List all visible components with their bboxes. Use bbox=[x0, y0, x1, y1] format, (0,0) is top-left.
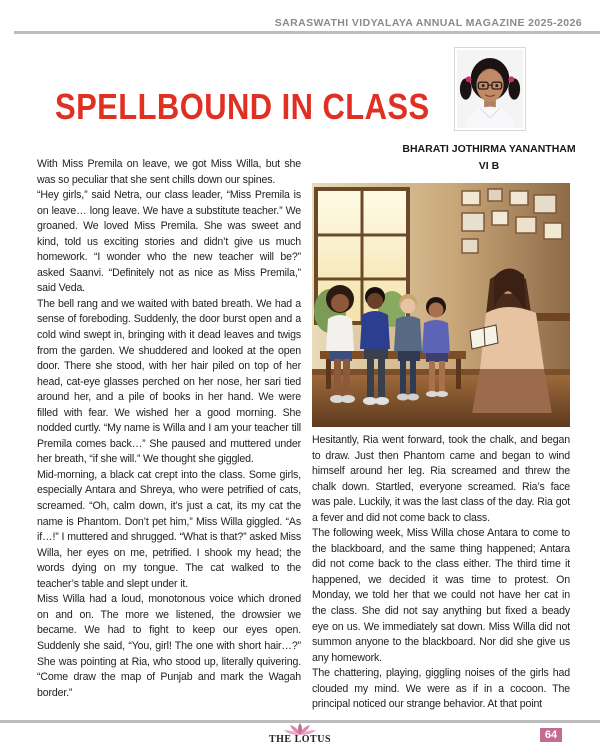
classroom-illustration-image bbox=[312, 183, 570, 427]
header-rule bbox=[14, 31, 600, 34]
footer-brand: THE LOTUS bbox=[268, 734, 332, 745]
article-column-left bbox=[37, 157, 301, 701]
magazine-title: SARASWATHI VIDYALAYA ANNUAL MAGAZINE 2025-2026 bbox=[274, 17, 582, 29]
article-title: SPELLBOUND IN CLASS bbox=[55, 86, 430, 127]
article-column-right bbox=[312, 433, 570, 713]
author-name: BHARATI JOTHIRMA YANANTHAM bbox=[402, 143, 576, 155]
page-header bbox=[0, 0, 600, 34]
author-photo-image bbox=[457, 50, 523, 128]
classroom-illustration bbox=[312, 183, 570, 427]
paragraph: The bell rang and we waited with bated breath. We had a sense of foreboding. Suddenly, the door burst open and a cold wind swept in, bringing with it dead leaves and twigs from the garden. We shuddered and looked at the open door. There she stood, with her hair piled on top of her head, cat-eye glasses perched on her nose, her sari tied around her, and a pile of books in her hand. We were filled with fear. We wished her a good morning. She nodded curtly. “My name is Willa and I am your teacher till Premila comes back…” She paused and muttered under her breath, “if she will.” We thought she giggled. bbox=[37, 297, 301, 466]
page-number-badge: 64 bbox=[540, 728, 562, 742]
author-byline bbox=[398, 141, 580, 175]
paragraph: “Hey girls,” said Netra, our class leader, “Miss Premila is on leave… long leave. We have a substitute teacher.” We groaned. We loved Miss Premila. She was sweet and kind, told us exciting stories and didn’t give us much homework. “I wonder who the new teacher will be?” asked Saanvi. “Definitely not as nice as Miss Premila,” said Veda. bbox=[37, 189, 301, 295]
paragraph: Hesitantly, Ria went forward, took the chalk, and began to draw. Just then Phantom came and began to wind himself around her leg. Ria screamed and threw the chalk down. Startled, everyone screamed. Ria’s face was pale. Luckily, it was the last class of the day. Ria got a fever and did not come back to class. bbox=[312, 434, 570, 524]
paragraph: Mid-morning, a black cat crept into the class. Some girls, especially Antara and Shreya, who were petrified of cats, screamed. “Oh, calm down, it’s just a cat, its my cat the name is Phantom. Don’t pet him,” Miss Willa giggled. “As if…!” I muttered and shrugged. “What is that?” asked Miss Willa, her eyes on me, petrified. I shook my head; the words dying on my tongue. The cat walked to the teacher’s table and slept under it. bbox=[37, 468, 301, 590]
paragraph: Miss Willa had a loud, monotonous voice which droned on and on. The more we listened, the drowsier we became. We had to fight to keep our eyes open. Suddenly she said, “You, girl! The one with short hair…?” She was pointing at Ria, who stood up, literally quivering. “Come draw the map of Punjab and mark the Wagah border.” bbox=[37, 593, 301, 699]
author-class: VI B bbox=[478, 160, 500, 172]
author-photo bbox=[454, 47, 526, 131]
paragraph: The following week, Miss Willa chose Antara to come to the blackboard, and the same thing happened; Antara did not come back to the class either. The third time it happened, we decided it was time to protest. On Monday, we told her that we could not have her cat in the class. She did not say anything but fixed a beady eye on us. We immediately sat down. Miss Willa did not summon anyone to the blackboard. Nor did she give us any homework. bbox=[312, 527, 570, 664]
page-footer bbox=[0, 718, 600, 754]
paragraph: The chattering, playing, giggling noises of the girls had clouded my mind. We were as if in a cocoon. The principal noticed our strange behavior. At that point bbox=[312, 667, 570, 711]
paragraph: With Miss Premila on leave, we got Miss Willa, but she was so peculiar that she sent chills down our spines. bbox=[37, 158, 301, 186]
